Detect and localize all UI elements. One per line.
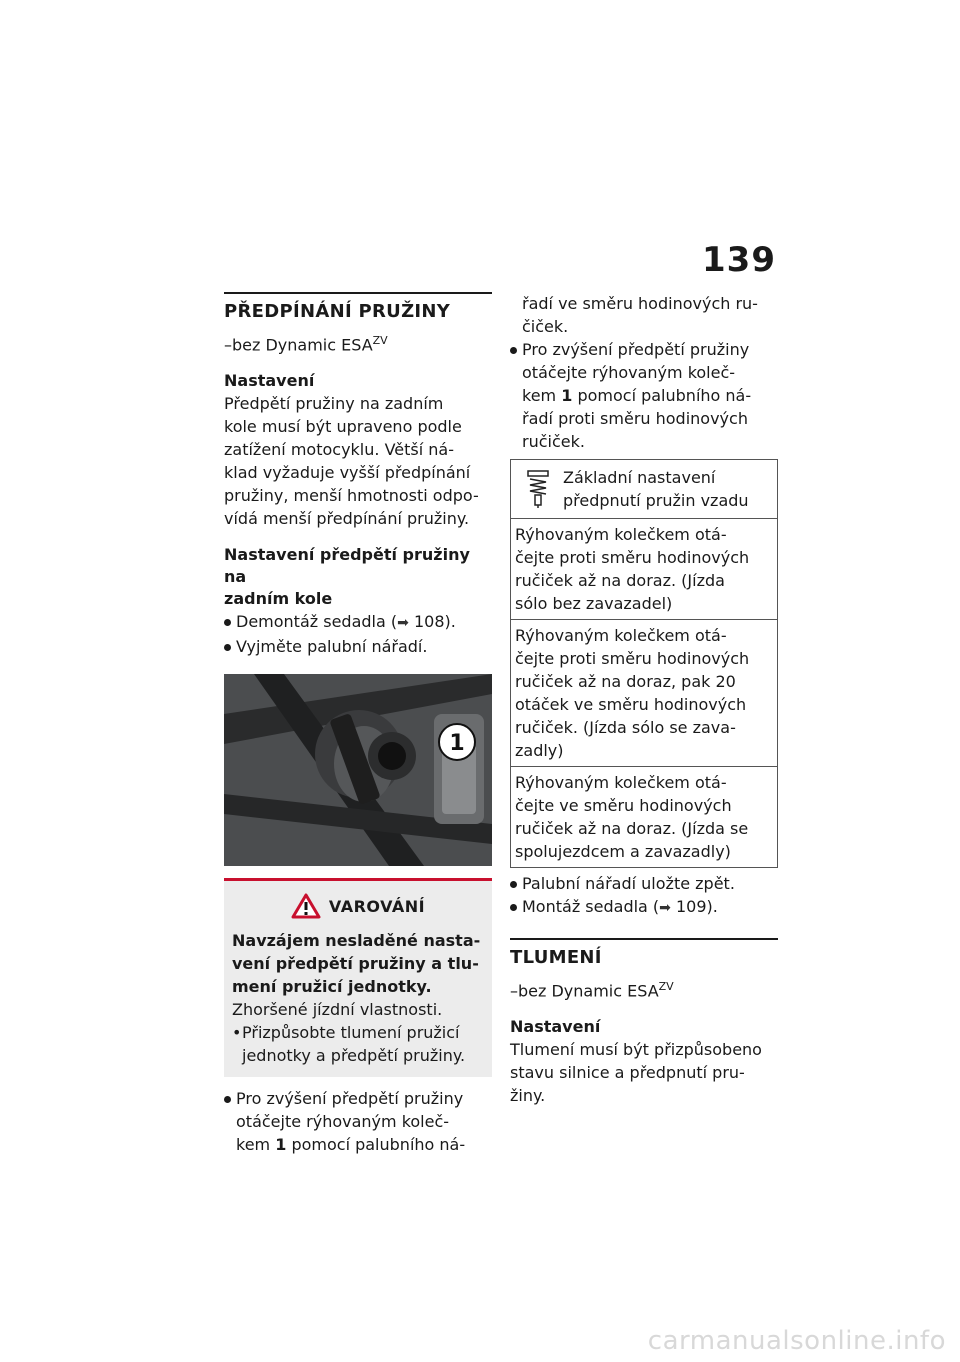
- warning-header: [232, 893, 484, 919]
- nastaveni-paragraph: [224, 392, 492, 530]
- tlumeni-paragraph: [510, 1038, 778, 1107]
- warning-triangle-icon: [291, 893, 321, 919]
- list-item: Vyjměte palubní nářadí.: [224, 635, 492, 658]
- table-cell-line: čejte proti směru hodinových: [515, 649, 750, 668]
- para-line: zatížení motocyklu. Větší ná-: [224, 440, 454, 460]
- table-cell-line: ručiček. (Jízda sólo se zava-: [515, 718, 736, 737]
- para-line: Předpětí pružiny na zadním: [224, 394, 444, 414]
- warning-line: vení předpětí pružiny a tlu-: [232, 954, 479, 974]
- suspension-photo: [224, 674, 492, 866]
- warning-strong: [232, 929, 484, 998]
- zv-note: [510, 976, 778, 1002]
- para-line: Tlumení musí být přizpůsobeno: [510, 1040, 762, 1060]
- page-number: 139: [702, 240, 776, 280]
- list-item-line: Pro zvýšení předpětí pružiny: [522, 340, 750, 359]
- table-row: [511, 767, 777, 867]
- table-header-line: Základní nastavení: [563, 468, 716, 487]
- nastaveni-heading: Nastavení: [224, 371, 315, 391]
- list-item-line: Pro zvýšení předpětí pružiny: [236, 1089, 464, 1109]
- para-line: pružiny, menší hmotnosti odpo-: [224, 486, 479, 506]
- warning-action-line: jednotky a předpětí pružiny.: [242, 1046, 466, 1066]
- section-title-predpinani: PŘEDPÍNÁNÍ PRUŽINY: [224, 301, 451, 322]
- table-header-text: [563, 466, 749, 512]
- warning-box: [224, 878, 492, 1077]
- zv-note-text: –bez Dynamic ESA: [224, 335, 373, 355]
- warning-consequence: Zhoršené jízdní vlastnosti.: [232, 1000, 443, 1020]
- table-cell-line: sólo bez zavazadel): [515, 594, 673, 613]
- step-list-4: [510, 872, 778, 920]
- list-item-line: [522, 384, 778, 407]
- list-item-line: otáčejte rýhovaným koleč-: [236, 1112, 450, 1132]
- table-cell-line: čejte ve směru hodinových: [515, 796, 732, 815]
- section-rule: [224, 292, 492, 294]
- text-span: pomocí palubního ná-: [572, 386, 752, 405]
- page-ref[interactable]: 109).: [676, 897, 718, 916]
- text-span: pomocí palubního ná-: [286, 1135, 466, 1155]
- zv-note: [224, 330, 492, 356]
- list-item-text: Montáž sedadla (: [522, 897, 660, 916]
- table-cell-line: čejte proti směru hodinových: [515, 548, 750, 567]
- list-item: [224, 610, 492, 635]
- page-ref-arrow-icon: ➡: [659, 900, 671, 916]
- nastaveni-heading: Nastavení: [510, 1017, 601, 1037]
- para-line: řadí ve směru hodinových ru-: [522, 294, 758, 313]
- photo-callout-label: 1: [449, 731, 465, 757]
- list-item: [510, 895, 778, 920]
- list-item: [510, 338, 778, 453]
- table-cell-line: ručiček až na doraz. (Jízda se: [515, 819, 749, 838]
- para-line: žiny.: [510, 1086, 546, 1106]
- continued-text: [510, 292, 778, 338]
- warning-action: [232, 1021, 484, 1067]
- table-cell-line: spolujezdcem a zavazadly): [515, 842, 731, 861]
- para-line: kole musí být upraveno podle: [224, 417, 462, 437]
- suspension-illustration: [224, 674, 492, 866]
- step-list-2: [224, 1087, 492, 1156]
- step-list-1: [224, 610, 492, 658]
- table-header: [511, 460, 777, 519]
- section-title-tlumeni: TLUMENÍ: [510, 947, 602, 968]
- table-cell-line: Rýhovaným kolečkem otá-: [515, 773, 727, 792]
- zv-note-text: –bez Dynamic ESA: [510, 981, 659, 1001]
- text-span: kem: [236, 1135, 276, 1155]
- table-cell-line: ručiček až na doraz, pak 20: [515, 672, 736, 691]
- step-list-3: [510, 338, 778, 453]
- settings-table: [510, 459, 778, 868]
- page-ref-arrow-icon: ➡: [397, 615, 409, 632]
- para-line: čiček.: [522, 317, 569, 336]
- warning-line: mení pružicí jednotky.: [232, 977, 432, 997]
- subheading-predpeti: [224, 544, 492, 610]
- part-number: 1: [275, 1135, 287, 1155]
- table-row: [511, 620, 777, 767]
- para-line: vídá menší předpínání pružiny.: [224, 509, 470, 529]
- zv-sup: ZV: [658, 980, 674, 993]
- table-row: [511, 519, 777, 620]
- list-item-line: otáčejte rýhovaným koleč-: [522, 363, 736, 382]
- para-line: klad vyžaduje vyšší předpínání: [224, 463, 471, 483]
- para-line: stavu silnice a předpnutí pru-: [510, 1063, 745, 1083]
- warning-line: Navzájem nesladěné nasta-: [232, 931, 481, 951]
- part-number: 1: [561, 386, 573, 405]
- table-cell-line: ručiček až na doraz. (Jízda: [515, 571, 725, 590]
- watermark: carmanualsonline.info: [647, 1326, 946, 1356]
- table-cell-line: zadly): [515, 741, 564, 760]
- warning-action-line: • Přizpůsobte tlumení pružicí: [242, 1023, 460, 1043]
- spring-preload-icon: [525, 469, 551, 509]
- left-column: [224, 292, 492, 1156]
- page-ref[interactable]: 108).: [413, 612, 456, 632]
- table-cell-line: otáček ve směru hodinových: [515, 695, 747, 714]
- text-span: kem: [522, 386, 562, 405]
- right-column: [510, 292, 778, 1107]
- table-cell-line: Rýhovaným kolečkem otá-: [515, 525, 727, 544]
- table-header-line: předpnutí pružin vzadu: [563, 491, 749, 510]
- list-item-line: řadí proti směru hodinových: [522, 409, 748, 428]
- warning-title: VAROVÁNÍ: [328, 896, 426, 916]
- subheading-line: Nastavení předpětí pružiny na: [224, 545, 470, 587]
- list-item: [224, 1087, 492, 1156]
- zv-sup: ZV: [372, 334, 388, 347]
- table-cell-line: Rýhovaným kolečkem otá-: [515, 626, 727, 645]
- list-item: Palubní nářadí uložte zpět.: [510, 872, 778, 895]
- section-rule: [510, 938, 778, 940]
- list-item-line: ručiček.: [522, 432, 585, 451]
- list-item-text: Demontáž sedadla (: [236, 612, 398, 632]
- subheading-line: zadním kole: [224, 589, 333, 609]
- list-item-line: [236, 1133, 492, 1156]
